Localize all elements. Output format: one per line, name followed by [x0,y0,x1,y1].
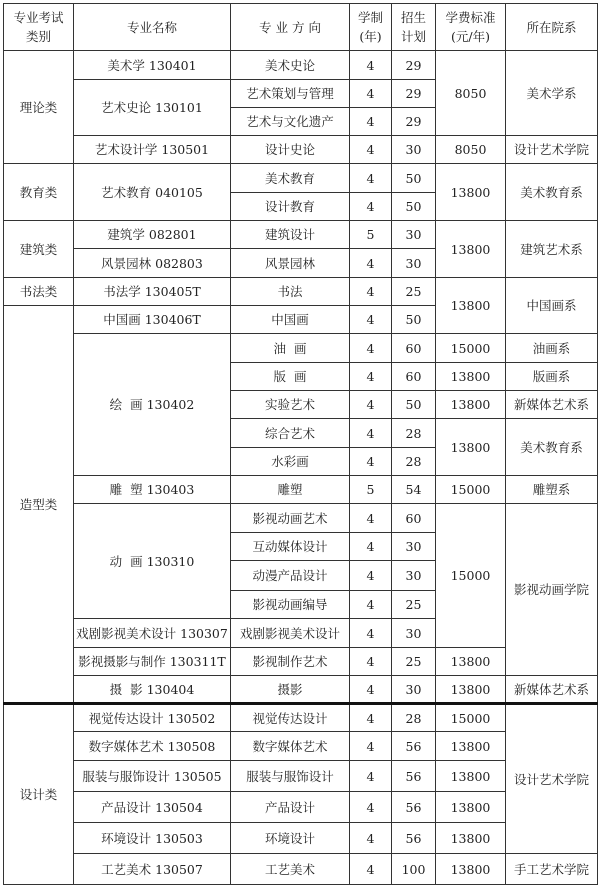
plan-cell: 29 [392,80,436,108]
years-cell: 4 [350,732,392,761]
direction-cell: 影视制作艺术 [231,648,350,676]
category-cell: 造型类 [4,306,74,704]
major-cell: 服装与服饰设计 130505 [74,761,231,792]
fee-cell: 13800 [436,391,506,419]
dept-cell: 美术学系 [506,51,598,136]
direction-cell: 设计史论 [231,136,350,164]
fee-cell: 15000 [436,504,506,648]
direction-cell: 设计教育 [231,193,350,221]
table-row [4,704,598,732]
direction-cell: 书法 [231,278,350,306]
direction-cell: 戏剧影视美术设计 [231,619,350,648]
years-cell: 4 [350,591,392,619]
header-category [4,4,74,51]
direction-cell: 中国画 [231,306,350,334]
plan-cell: 50 [392,164,436,193]
table-row [4,476,598,504]
fee-cell: 13800 [436,419,506,476]
direction-cell: 艺术策划与管理 [231,80,350,108]
direction-cell: 综合艺术 [231,419,350,448]
plan-cell: 56 [392,792,436,823]
fee-cell: 8050 [436,51,506,136]
dept-cell: 油画系 [506,334,598,363]
table-row [4,51,598,80]
direction-cell: 版 画 [231,363,350,391]
years-cell: 4 [350,761,392,792]
plan-cell: 100 [392,854,436,885]
enrollment-table [3,3,598,885]
major-cell: 视觉传达设计 130502 [74,704,231,732]
fee-cell: 13800 [436,676,506,704]
major-cell: 摄 影 130404 [74,676,231,704]
direction-cell: 油 画 [231,334,350,363]
years-cell: 5 [350,221,392,249]
major-cell: 数字媒体艺术 130508 [74,732,231,761]
header-fee [436,4,506,51]
header-fee-line2: (元/年) [451,29,490,44]
table-row [4,221,598,249]
major-cell: 艺术设计学 130501 [74,136,231,164]
major-cell: 雕 塑 130403 [74,476,231,504]
header-row [4,4,598,51]
plan-cell: 30 [392,249,436,278]
years-cell: 4 [350,533,392,561]
header-plan-line1: 招生 [400,10,426,25]
plan-cell: 60 [392,363,436,391]
direction-cell: 动漫产品设计 [231,561,350,591]
years-cell: 4 [350,419,392,448]
direction-cell: 互动媒体设计 [231,533,350,561]
major-cell: 产品设计 130504 [74,792,231,823]
years-cell: 4 [350,249,392,278]
years-cell: 4 [350,136,392,164]
years-cell: 4 [350,391,392,419]
dept-cell: 设计艺术学院 [506,136,598,164]
plan-cell: 28 [392,704,436,732]
fee-cell: 13800 [436,648,506,676]
category-cell: 建筑类 [4,221,74,278]
fee-cell: 13800 [436,278,506,334]
dept-cell: 设计艺术学院 [506,704,598,854]
years-cell: 4 [350,704,392,732]
direction-cell: 艺术与文化遗产 [231,108,350,136]
category-cell: 书法类 [4,278,74,306]
header-years [350,4,392,51]
major-cell: 绘 画 130402 [74,334,231,476]
plan-cell: 56 [392,732,436,761]
fee-cell: 13800 [436,792,506,823]
header-plan-line2: 计划 [400,29,426,44]
fee-cell: 13800 [436,164,506,221]
major-cell: 戏剧影视美术设计 130307 [74,619,231,648]
direction-cell: 雕塑 [231,476,350,504]
category-cell: 理论类 [4,51,74,164]
direction-cell: 影视动画艺术 [231,504,350,533]
fee-cell: 13800 [436,363,506,391]
major-cell: 影视摄影与制作 130311T [74,648,231,676]
direction-cell: 美术教育 [231,164,350,193]
years-cell: 4 [350,51,392,80]
plan-cell: 30 [392,619,436,648]
fee-cell: 15000 [436,334,506,363]
plan-cell: 56 [392,823,436,854]
direction-cell: 影视动画编导 [231,591,350,619]
header-category-line1: 专业考试 [13,10,64,25]
years-cell: 4 [350,504,392,533]
years-cell: 4 [350,108,392,136]
dept-cell: 新媒体艺术系 [506,391,598,419]
table-row [4,136,598,164]
years-cell: 4 [350,306,392,334]
major-cell: 环境设计 130503 [74,823,231,854]
direction-cell: 环境设计 [231,823,350,854]
fee-cell: 13800 [436,761,506,792]
table-row [4,164,598,193]
plan-cell: 50 [392,391,436,419]
direction-cell: 水彩画 [231,448,350,476]
direction-cell: 产品设计 [231,792,350,823]
major-cell: 动 画 130310 [74,504,231,619]
major-cell: 工艺美术 130507 [74,854,231,885]
years-cell: 4 [350,619,392,648]
years-cell: 4 [350,854,392,885]
plan-cell: 29 [392,51,436,80]
years-cell: 4 [350,792,392,823]
major-cell: 艺术史论 130101 [74,80,231,136]
dept-cell: 中国画系 [506,278,598,334]
fee-cell: 13800 [436,732,506,761]
plan-cell: 30 [392,136,436,164]
direction-cell: 美术史论 [231,51,350,80]
plan-cell: 28 [392,419,436,448]
plan-cell: 25 [392,591,436,619]
plan-cell: 25 [392,648,436,676]
header-dept: 所在院系 [506,4,598,51]
major-cell: 建筑学 082801 [74,221,231,249]
direction-cell: 工艺美术 [231,854,350,885]
plan-cell: 30 [392,221,436,249]
major-cell: 风景园林 082803 [74,249,231,278]
table-row [4,504,598,533]
years-cell: 5 [350,476,392,504]
direction-cell: 数字媒体艺术 [231,732,350,761]
fee-cell: 15000 [436,476,506,504]
table-row [4,854,598,885]
dept-cell: 版画系 [506,363,598,391]
years-cell: 4 [350,823,392,854]
years-cell: 4 [350,193,392,221]
fee-cell: 8050 [436,136,506,164]
plan-cell: 56 [392,761,436,792]
plan-cell: 30 [392,676,436,704]
major-cell: 美术学 130401 [74,51,231,80]
direction-cell: 风景园林 [231,249,350,278]
header-plan [392,4,436,51]
years-cell: 4 [350,448,392,476]
table-row [4,334,598,363]
plan-cell: 28 [392,448,436,476]
direction-cell: 实验艺术 [231,391,350,419]
plan-cell: 30 [392,561,436,591]
fee-cell: 15000 [436,704,506,732]
major-cell: 中国画 130406T [74,306,231,334]
dept-cell: 建筑艺术系 [506,221,598,278]
plan-cell: 25 [392,278,436,306]
years-cell: 4 [350,363,392,391]
dept-cell: 手工艺术学院 [506,854,598,885]
table-row [4,676,598,704]
plan-cell: 54 [392,476,436,504]
direction-cell: 服装与服饰设计 [231,761,350,792]
years-cell: 4 [350,80,392,108]
header-major: 专业名称 [74,4,231,51]
header-years-line1: 学制 [357,10,383,25]
direction-cell: 建筑设计 [231,221,350,249]
category-cell: 设计类 [4,704,74,885]
plan-cell: 60 [392,504,436,533]
header-category-line2: 类别 [25,29,51,44]
fee-cell: 13800 [436,221,506,278]
direction-cell: 视觉传达设计 [231,704,350,732]
plan-cell: 30 [392,533,436,561]
direction-cell: 摄影 [231,676,350,704]
dept-cell: 影视动画学院 [506,504,598,676]
header-years-line2: (年) [359,29,382,44]
major-cell: 书法学 130405T [74,278,231,306]
years-cell: 4 [350,561,392,591]
years-cell: 4 [350,164,392,193]
header-direction: 专 业 方 向 [231,4,350,51]
dept-cell: 美术教育系 [506,419,598,476]
years-cell: 4 [350,676,392,704]
major-cell: 艺术教育 040105 [74,164,231,221]
dept-cell: 美术教育系 [506,164,598,221]
plan-cell: 50 [392,193,436,221]
years-cell: 4 [350,648,392,676]
plan-cell: 60 [392,334,436,363]
dept-cell: 雕塑系 [506,476,598,504]
table-row [4,278,598,306]
plan-cell: 50 [392,306,436,334]
fee-cell: 13800 [436,823,506,854]
years-cell: 4 [350,334,392,363]
category-cell: 教育类 [4,164,74,221]
plan-cell: 29 [392,108,436,136]
dept-cell: 新媒体艺术系 [506,676,598,704]
header-fee-line1: 学费标准 [445,10,496,25]
years-cell: 4 [350,278,392,306]
fee-cell: 13800 [436,854,506,885]
